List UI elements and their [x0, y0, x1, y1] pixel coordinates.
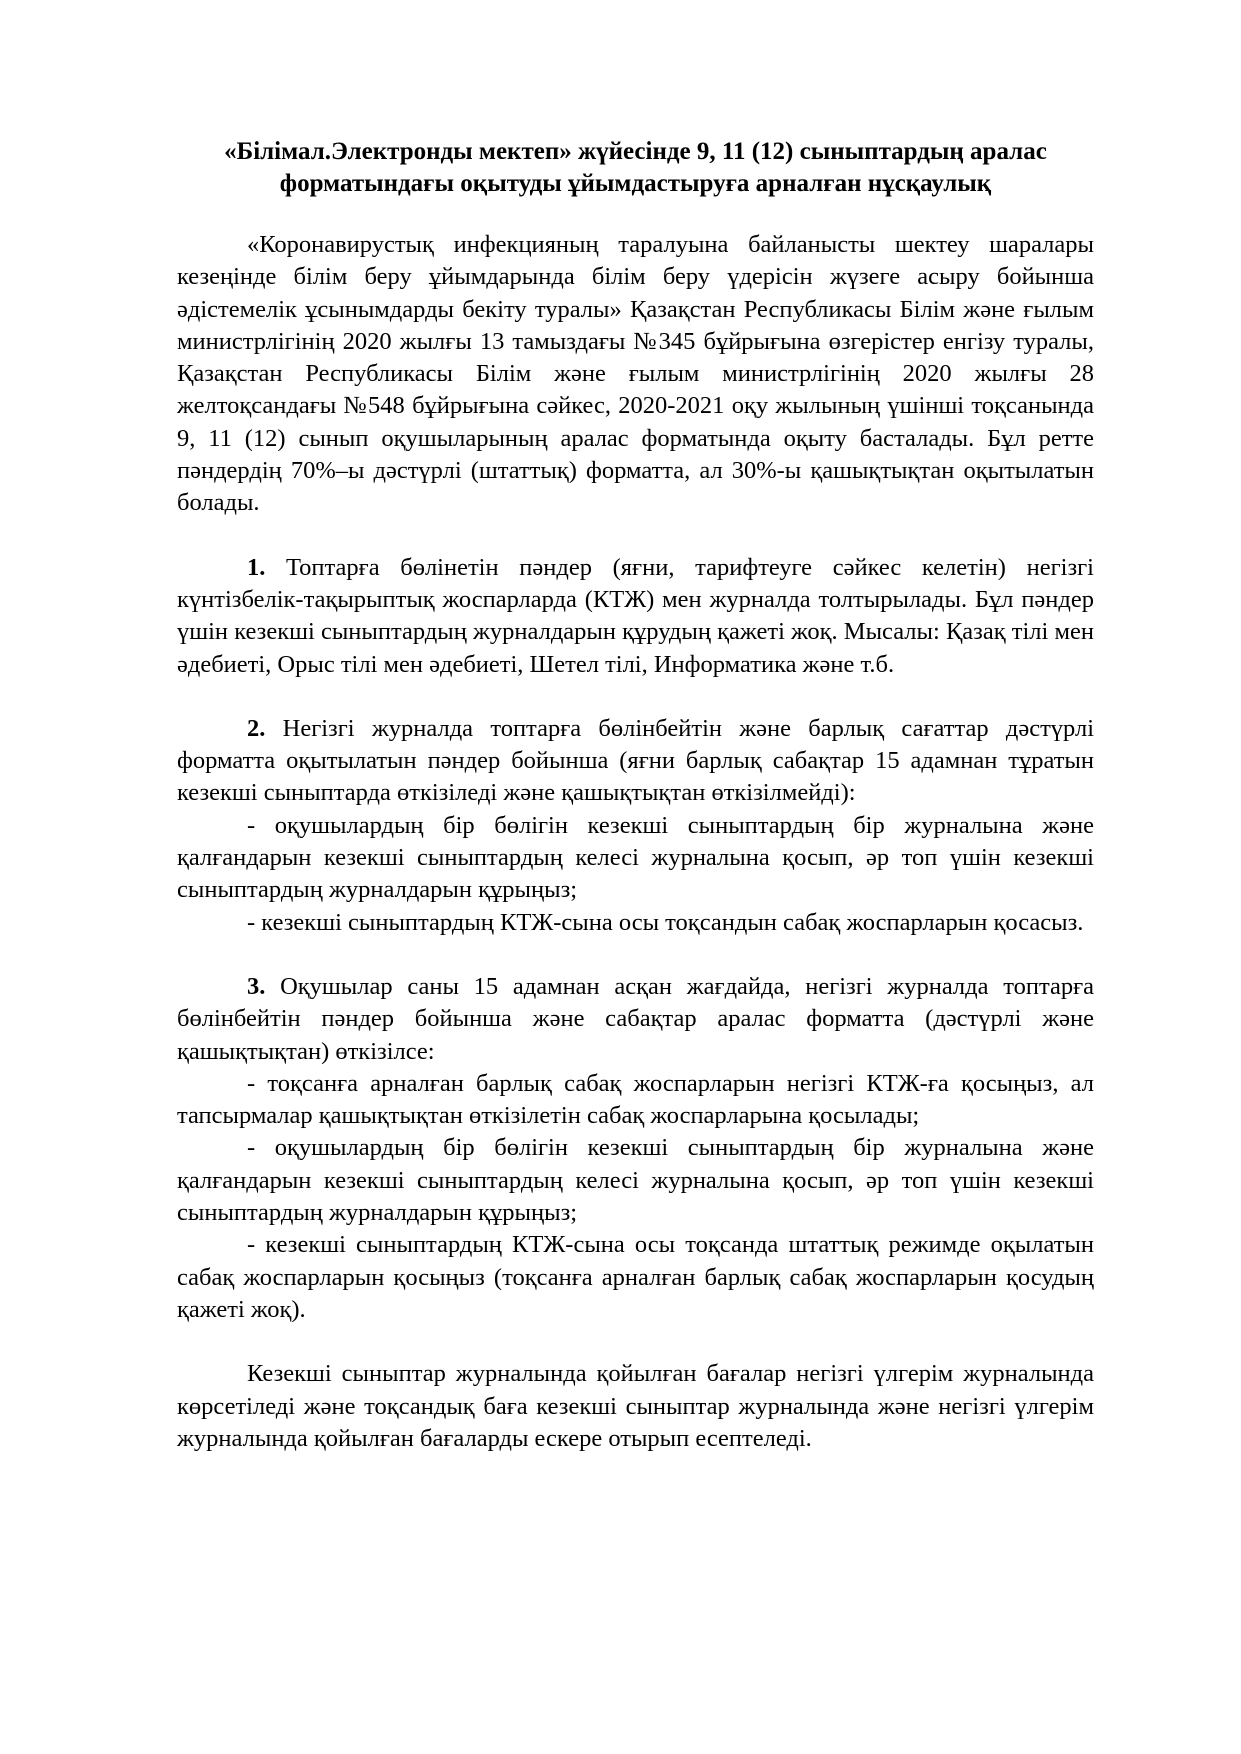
title-line-2: форматындағы оқытуды ұйымдастыруға арналған нұсқаулық: [279, 170, 992, 197]
intro-paragraph: «Коронавирустық инфекцияның таралуына байланысты шектеу шаралары кезеңінде білім беру ұйымдарында білім беру үдерісін жүзеге асыру бойынша әдістемелік ұсынымдарды бекіту туралы» Қазақстан Республикасы Білім және ғылым министрлігінің 2020 жылғы 13 тамыздағы №345 бұйрығына өзгерістер енгізу туралы, Қазақстан Республикасы Білім және ғылым министрлігінің 2020 жылғы 28 желтоқсандағы №548 бұйрығына сәйкес, 2020-2021 оқу жылының үшінші тоқсанында 9, 11 (12) сынып оқушыларының аралас форматында оқыту басталады. Бұл ретте пәндердің 70%–ы дәстүрлі (штаттық) форматта, ал 30%-ы қашықтықтан оқытылатын болады.: [177, 231, 1094, 517]
spacer: [177, 1326, 1094, 1358]
section-3-item-2: - оқушылардың бір бөлігін кезекші сыныптардың бір журналына және қалғандарын кезекші сыныптардың келесі журналына қосып, әр топ үшін кезекші сыныптардың журналдарын құрыңыз;: [177, 1134, 1094, 1227]
section-1-number: 1.: [247, 553, 266, 581]
section-1-paragraph: [177, 552, 1094, 681]
section-2-number: 2.: [247, 714, 266, 742]
section-3-item-3: - кезекші сыныптардың КТЖ-сына осы тоқсанда штаттық режимде оқылатын сабақ жоспарларын қосыңыз (тоқсанға арналған барлық сабақ жоспарларын қосудың қажеті жоқ).: [177, 1231, 1094, 1323]
spacer: [177, 939, 1094, 971]
section-2-paragraph: [177, 713, 1094, 810]
document-title: [177, 136, 1094, 200]
section-3-text: Оқушылар саны 15 адамнан асқан жағдайда, негізгі журналда топтарға бөлінбейтін пәндер бойынша және сабақтар аралас форматта (дәстүрлі және қашықтықтан) өткізілсе:: [177, 972, 1094, 1065]
title-line-1: «Білімал.Электронды мектеп» жүйесінде 9, 11 (12) сыныптардың аралас: [224, 138, 1047, 165]
section-2-item-2: - кезекші сыныптардың КТЖ-сына осы тоқсандын сабақ жоспарларын қосасыз.: [247, 908, 1084, 936]
document-page: [177, 136, 1094, 1455]
section-1-text: Топтарға бөлінетін пәндер (яғни, тарифтеуге сәйкес келетін) негізгі күнтізбелік-тақырыптық жоспарларда (КТЖ) мен журналда толтырылады. Бұл пәндер үшін кезекші сыныптардың журналдарын құрудың қажеті жоқ. Мысалы: Қазақ тілі мен әдебиеті, Орыс тілі мен әдебиеті, Шетел тілі, Информатика және т.б.: [177, 553, 1094, 678]
section-3-item-1: - тоқсанға арналған барлық сабақ жоспарларын негізгі КТЖ-ға қосыңыз, ал тапсырмалар қашықтықтан өткізілетін сабақ жоспарларына қосылады;: [177, 1069, 1094, 1130]
section-2-text: Негізгі журналда топтарға бөлінбейтін және барлық сағаттар дәстүрлі форматта оқытылатын пәндер бойынша (яғни барлық сабақтар 15 адамнан тұратын кезекші сыныптарда өткізіледі және қашықтықтан өткізілмейді):: [177, 714, 1094, 807]
section-3-paragraph: [177, 971, 1094, 1068]
section-3-number: 3.: [247, 972, 266, 1000]
spacer: [177, 520, 1094, 552]
spacer: [177, 681, 1094, 713]
section-2-item-1: - оқушылардың бір бөлігін кезекші сыныптардың бір журналына және қалғандарын кезекші сыныптардың келесі журналына қосып, әр топ үшін кезекші сыныптардың журналдарын құрыңыз;: [177, 811, 1094, 904]
conclusion-paragraph: Кезекші сыныптар журналында қойылған бағалар негізгі үлгерім журналында көрсетіледі және тоқсандық баға кезекші сыныптар журналында және негізгі үлгерім журналында қойылған бағаларды ескере отырып есептеледі.: [177, 1360, 1094, 1452]
